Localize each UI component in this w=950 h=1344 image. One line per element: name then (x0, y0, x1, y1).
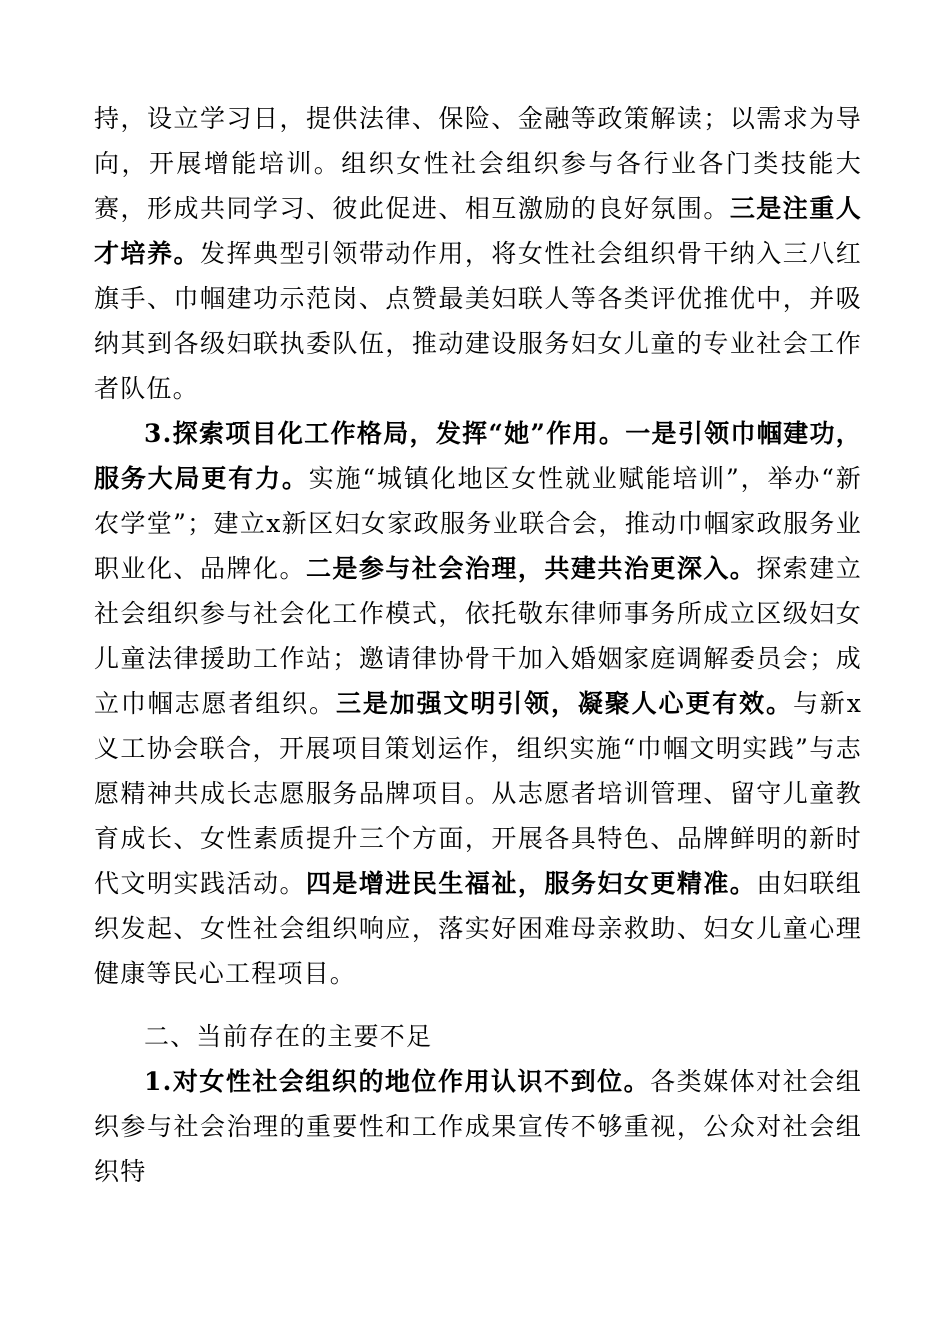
bold-run: 三是加强文明引领，凝聚人心更有效。 (335, 689, 793, 718)
text-run: 探索建立社会组织参与社会化工作模式，依托敬东律师事务所成立区级妇女儿童法律援助工作站；邀请律协骨干加入婚姻家庭调解委员会；成立巾帼志愿者组织。 (94, 554, 862, 718)
paragraph-insufficient-recognition (94, 1059, 862, 1194)
text-run: 与新x义工协会联合，开展项目策划运作，组织实施“巾帼文明实践”与志愿精神共成长志愿服务品牌项目。从志愿者培训管理、留守儿童教育成长、女性素质提升三个方面，开展各具特色、品牌鲜明的新时代文明实践活动。 (94, 689, 862, 898)
paragraph-project-layout (94, 411, 862, 996)
text-run: 各类媒体对社会组织参与社会治理的重要性和工作成果宣传不够重视，公众对社会组织特 (94, 1067, 862, 1186)
section-heading: 二、当前存在的主要不足 (144, 1022, 433, 1051)
bold-run: 3.探索项目化工作格局，发挥“她”作用。一是引领巾帼建功，服务大局更有力。 (94, 419, 862, 493)
text-run: 由妇联组织发起、女性社会组织响应，落实好困难母亲救助、妇女儿童心理健康等民心工程项目。 (94, 869, 862, 988)
text-run: 实施“城镇化地区女性就业赋能培训”，举办“新农学堂”；建立x新区妇女家政服务业联合会，推动巾帼家政服务业职业化、品牌化。 (94, 464, 862, 583)
bold-run: 三是注重人才培养。 (94, 194, 862, 268)
bold-run: 二是参与社会治理，共建共治更深入。 (305, 554, 757, 583)
text-run: 发挥典型引领带动作用，将女性社会组织骨干纳入三八红旗手、巾帼建功示范岗、点赞最美妇联人等各类评优推优中，并吸纳其到各级妇联执委队伍，推动建设服务妇女儿童的专业社会工作者队伍。 (94, 239, 862, 403)
paragraph-talent-training (94, 96, 862, 411)
bold-run: 四是增进民生福祉，服务妇女更精准。 (305, 869, 757, 898)
bold-run: 1.对女性社会组织的地位作用认识不到位。 (144, 1067, 651, 1096)
document-body (94, 96, 862, 1194)
text-run: 持，设立学习日，提供法律、保险、金融等政策解读；以需求为导向，开展增能培训。组织女性社会组织参与各行业各门类技能大赛，形成共同学习、彼此促进、相互激励的良好氛围。 (94, 104, 862, 223)
